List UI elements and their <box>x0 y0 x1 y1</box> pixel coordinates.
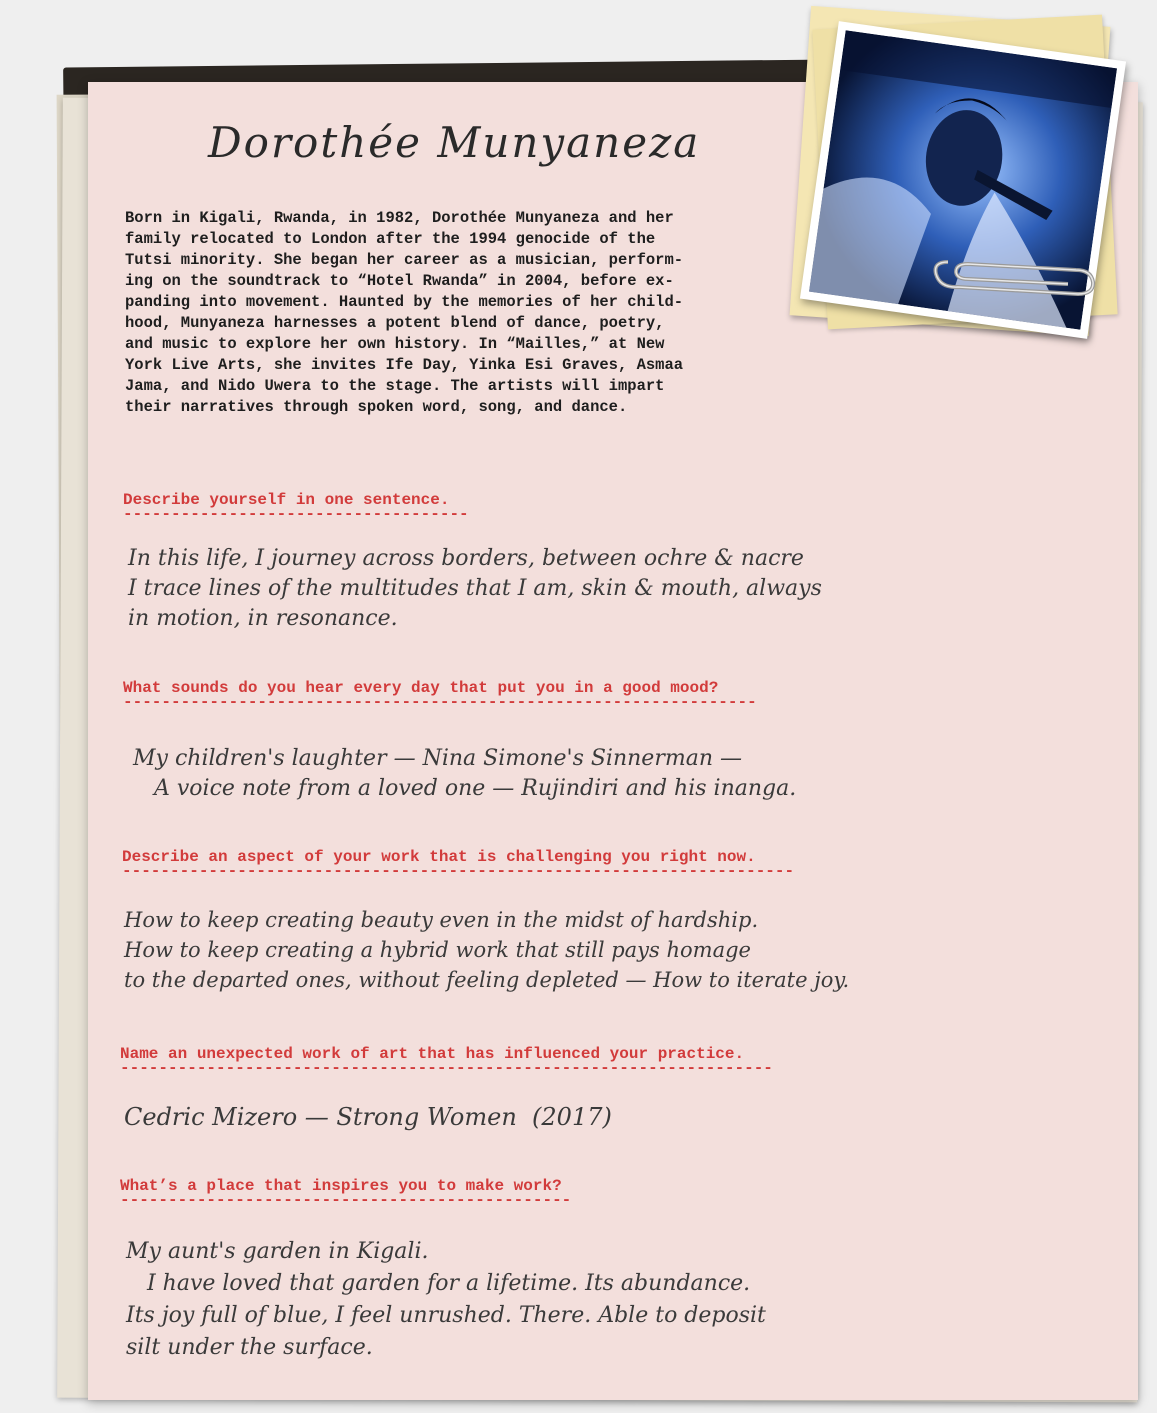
question-5 <box>120 1177 571 1207</box>
question-text: What’s a place that inspires you to make work? <box>120 1177 562 1195</box>
answer-4: Cedric Mizero — Strong Women (2017) <box>124 1103 612 1131</box>
question-text: Name an unexpected work of art that has influenced your practice. <box>120 1045 745 1063</box>
question-2 <box>123 679 757 709</box>
question-4 <box>120 1045 773 1075</box>
answer-3: How to keep creating beauty even in the midst of hardship. How to keep creating a hybrid work that still pays homage to the departed ones, without feeling depleted — How to iterate joy. <box>124 908 850 992</box>
question-text: What sounds do you hear every day that put you in a good mood? <box>123 679 719 697</box>
question-underline: ----------------------------------------------- <box>120 1195 572 1207</box>
artist-name: Dorothée Munyaneza <box>208 118 701 167</box>
question-underline: ------------------------------------ <box>123 509 469 521</box>
question-underline: ---------------------------------------------------------------------- <box>122 866 795 878</box>
artist-bio: Born in Kigali, Rwanda, in 1982, Dorothée Munyaneza and her family relocated to London after the 1994 genocide of the Tutsi minority. She began her career as a musician, perform- ing on the soundtrack to “Hotel Rwanda” in 2004, before ex- panding into movement. Haunted by the memories of her child- hood, Munyaneza harnesses a potent blend of dance, poetry, and music to explore her own history. In “Mailles,” at New York Live Arts, she invites Ife Day, Yinka Esi Graves, Asmaa Jama, and Nido Uwera to the stage. The artists will impart their narratives through spoken word, song, and dance. <box>125 209 684 416</box>
question-3 <box>122 848 794 878</box>
question-text: Describe yourself in one sentence. <box>123 491 450 509</box>
question-underline: -------------------------------------------------------------------- <box>120 1063 773 1075</box>
answer-1: In this life, I journey across borders, between ochre & nacre I trace lines of the multitudes that I am, skin & mouth, always in motion, in resonance. <box>128 546 822 631</box>
paperclip-icon <box>928 232 1098 302</box>
question-1 <box>123 491 469 521</box>
question-text: Describe an aspect of your work that is challenging you right now. <box>122 848 756 866</box>
answer-2: My children's laughter — Nina Simone's Sinnerman — A voice note from a loved one — Rujindiri and his inanga. <box>133 746 797 801</box>
answer-5: My aunt's garden in Kigali. I have loved that garden for a lifetime. Its abundance. Its joy full of blue, I feel unrushed. There. Able to deposit silt under the surface. <box>126 1239 766 1360</box>
question-underline: ------------------------------------------------------------------ <box>123 697 757 709</box>
